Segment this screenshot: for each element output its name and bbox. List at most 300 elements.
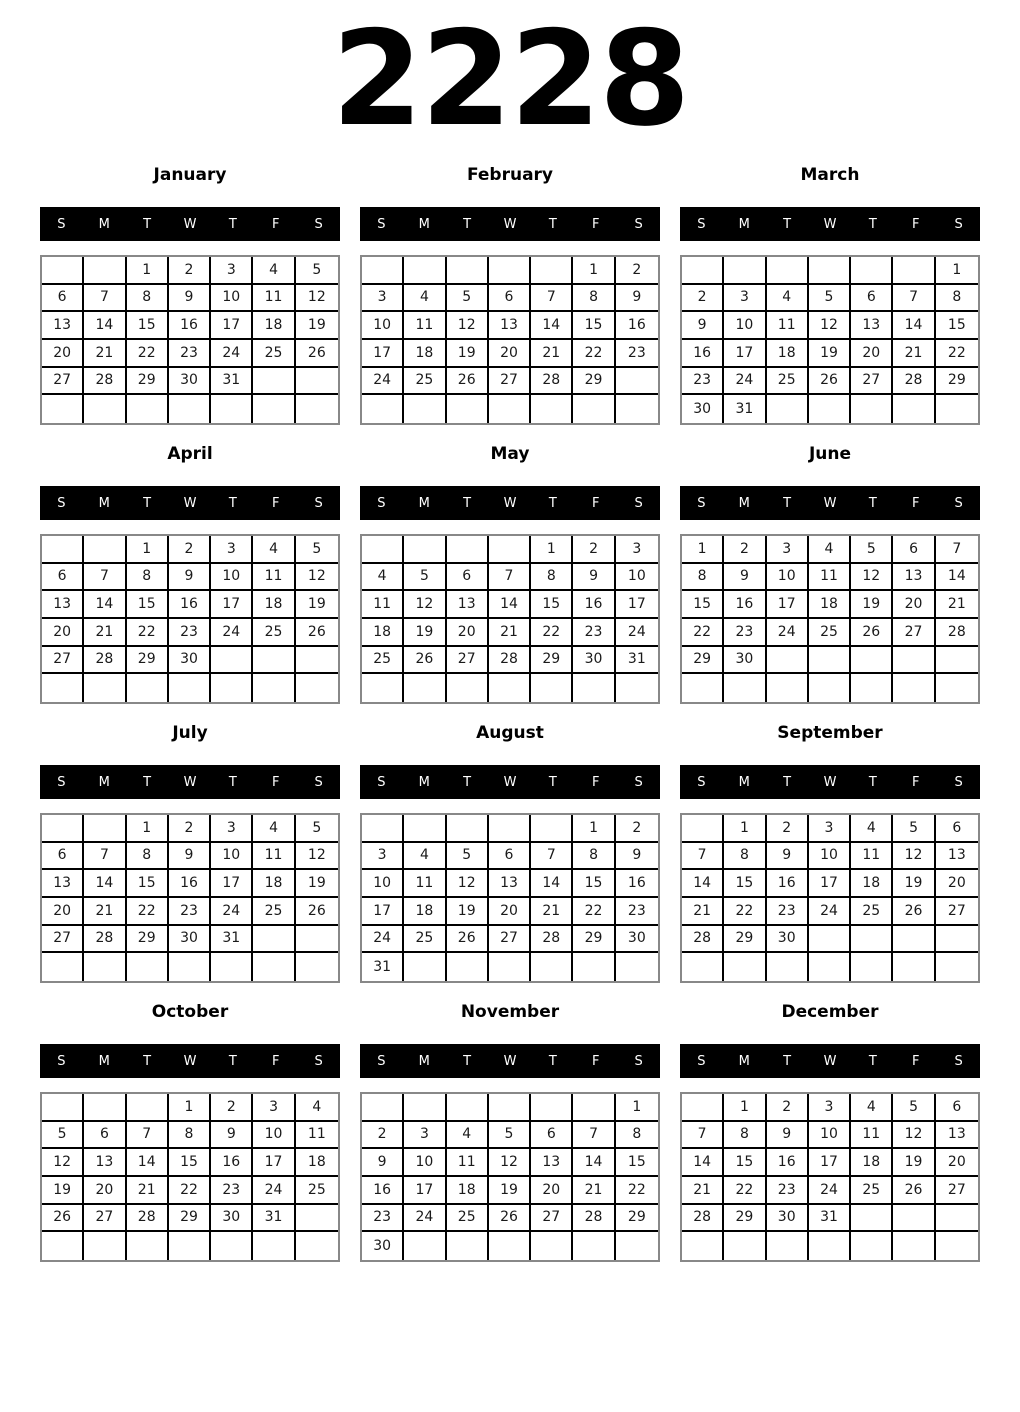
weekday-letter: S [314,774,323,790]
weekday-letter: M [418,774,430,790]
month-day-grid [680,1092,980,1262]
empty-day-cell [616,1232,658,1260]
empty-day-cell [936,674,978,702]
empty-day-cell [809,395,851,423]
month-march [680,150,980,429]
day-cell: 7 [936,536,978,564]
day-cell: 11 [253,285,295,313]
weekday-letter: M [738,1053,750,1069]
weekday-header-row [680,1044,980,1078]
day-cell: 28 [489,647,531,675]
day-cell: 30 [211,1205,253,1233]
weekday-letter: T [143,495,152,511]
day-cell: 24 [362,926,404,954]
day-cell: 23 [767,898,809,926]
empty-day-cell [296,674,338,702]
day-cell: 6 [447,564,489,592]
empty-day-cell [362,815,404,843]
day-cell: 19 [893,1149,935,1177]
empty-day-cell [531,953,573,981]
empty-day-cell [362,674,404,702]
day-cell: 17 [362,898,404,926]
empty-day-cell [211,395,253,423]
day-cell: 17 [404,1177,446,1205]
day-cell: 9 [169,285,211,313]
weekday-letter: F [271,1053,280,1069]
day-cell: 5 [809,285,851,313]
weekday-letter: T [868,216,877,232]
empty-day-cell [573,1094,615,1122]
month-december [680,987,980,1266]
day-cell: 2 [724,536,766,564]
day-cell: 11 [296,1122,338,1150]
empty-day-cell [42,1094,84,1122]
month-august [360,708,660,987]
day-cell: 21 [893,340,935,368]
empty-day-cell [767,395,809,423]
month-june [680,429,980,708]
empty-day-cell [404,395,446,423]
day-cell: 21 [682,898,724,926]
day-cell: 4 [851,815,893,843]
month-october [40,987,340,1266]
day-cell: 20 [489,340,531,368]
empty-day-cell [851,674,893,702]
day-cell: 15 [169,1149,211,1177]
month-title: August [476,722,544,743]
day-cell: 11 [253,564,295,592]
weekday-letter: S [314,495,323,511]
weekday-letter: W [823,495,837,511]
weekday-letter: F [271,216,280,232]
day-cell: 14 [489,591,531,619]
day-cell: 26 [447,926,489,954]
day-cell: 15 [573,312,615,340]
calendar-grid [0,150,1020,1266]
day-cell: 12 [851,564,893,592]
day-cell: 6 [851,285,893,313]
day-cell: 30 [767,926,809,954]
empty-day-cell [42,536,84,564]
day-cell: 12 [893,1122,935,1150]
day-cell: 29 [682,647,724,675]
empty-day-cell [296,1232,338,1260]
day-cell: 21 [531,340,573,368]
day-cell: 2 [682,285,724,313]
day-cell: 5 [489,1122,531,1150]
day-cell: 3 [253,1094,295,1122]
day-cell: 13 [893,564,935,592]
day-cell: 7 [682,843,724,871]
empty-day-cell [682,1232,724,1260]
day-cell: 8 [127,843,169,871]
day-cell: 28 [84,926,126,954]
day-cell: 9 [169,564,211,592]
day-cell: 2 [169,257,211,285]
empty-day-cell [404,815,446,843]
day-cell: 10 [809,1122,851,1150]
weekday-letter: M [738,216,750,232]
empty-day-cell [296,1205,338,1233]
weekday-letter: F [911,1053,920,1069]
day-cell: 24 [253,1177,295,1205]
month-title: April [167,443,213,464]
day-cell: 1 [573,815,615,843]
day-cell: 22 [169,1177,211,1205]
day-cell: 17 [253,1149,295,1177]
day-cell: 16 [169,870,211,898]
day-cell: 18 [404,340,446,368]
day-cell: 9 [573,564,615,592]
weekday-letter: T [228,495,237,511]
day-cell: 6 [936,1094,978,1122]
day-cell: 23 [767,1177,809,1205]
day-cell: 26 [489,1205,531,1233]
day-cell: 22 [936,340,978,368]
month-day-grid [680,255,980,425]
day-cell: 28 [531,926,573,954]
day-cell: 24 [809,1177,851,1205]
day-cell: 22 [531,619,573,647]
day-cell: 26 [851,619,893,647]
weekday-letter: T [868,1053,877,1069]
day-cell: 26 [809,368,851,396]
weekday-letter: F [271,774,280,790]
empty-day-cell [253,368,295,396]
day-cell: 2 [169,815,211,843]
day-cell: 31 [724,395,766,423]
day-cell: 31 [211,368,253,396]
weekday-header-row [40,207,340,241]
day-cell: 11 [253,843,295,871]
day-cell: 5 [296,536,338,564]
day-cell: 31 [362,953,404,981]
weekday-letter: S [57,216,66,232]
empty-day-cell [724,674,766,702]
year-title: 2228 [331,1,689,155]
empty-day-cell [84,257,126,285]
weekday-header-row [680,207,980,241]
day-cell: 16 [362,1177,404,1205]
month-day-grid [360,255,660,425]
empty-day-cell [404,953,446,981]
day-cell: 13 [42,870,84,898]
weekday-letter: W [823,1053,837,1069]
weekday-letter: F [271,495,280,511]
day-cell: 17 [767,591,809,619]
empty-day-cell [84,536,126,564]
day-cell: 4 [404,285,446,313]
day-cell: 9 [616,843,658,871]
day-cell: 7 [84,564,126,592]
day-cell: 1 [169,1094,211,1122]
day-cell: 28 [936,619,978,647]
empty-day-cell [404,257,446,285]
day-cell: 18 [253,312,295,340]
day-cell: 5 [447,285,489,313]
empty-day-cell [682,257,724,285]
day-cell: 24 [404,1205,446,1233]
day-cell: 23 [616,898,658,926]
day-cell: 26 [296,898,338,926]
day-cell: 2 [767,815,809,843]
day-cell: 25 [253,340,295,368]
day-cell: 10 [724,312,766,340]
weekday-letter: T [463,1053,472,1069]
empty-day-cell [936,647,978,675]
day-cell: 4 [447,1122,489,1150]
day-cell: 19 [447,898,489,926]
empty-day-cell [767,647,809,675]
day-cell: 30 [362,1232,404,1260]
day-cell: 20 [893,591,935,619]
month-title: March [800,164,860,185]
day-cell: 16 [211,1149,253,1177]
weekday-letter: T [783,495,792,511]
month-day-grid [40,813,340,983]
empty-day-cell [447,1232,489,1260]
day-cell: 3 [211,257,253,285]
weekday-letter: S [377,495,386,511]
day-cell: 7 [531,843,573,871]
day-cell: 30 [616,926,658,954]
day-cell: 5 [42,1122,84,1150]
weekday-letter: T [228,216,237,232]
day-cell: 14 [573,1149,615,1177]
weekday-letter: S [634,1053,643,1069]
day-cell: 25 [851,898,893,926]
day-cell: 4 [404,843,446,871]
month-day-grid [40,1092,340,1262]
day-cell: 5 [851,536,893,564]
day-cell: 2 [169,536,211,564]
day-cell: 15 [127,591,169,619]
month-july [40,708,340,987]
day-cell: 17 [211,870,253,898]
empty-day-cell [447,953,489,981]
empty-day-cell [682,674,724,702]
month-title: September [777,722,883,743]
empty-day-cell [936,926,978,954]
day-cell: 5 [404,564,446,592]
day-cell: 16 [573,591,615,619]
day-cell: 6 [42,285,84,313]
day-cell: 24 [616,619,658,647]
day-cell: 14 [127,1149,169,1177]
day-cell: 8 [724,1122,766,1150]
day-cell: 21 [531,898,573,926]
empty-day-cell [84,674,126,702]
weekday-letter: T [228,1053,237,1069]
weekday-letter: F [911,216,920,232]
weekday-letter: M [418,1053,430,1069]
day-cell: 14 [893,312,935,340]
day-cell: 15 [724,1149,766,1177]
empty-day-cell [531,257,573,285]
day-cell: 8 [936,285,978,313]
empty-day-cell [169,674,211,702]
day-cell: 6 [531,1122,573,1150]
day-cell: 15 [127,312,169,340]
weekday-letter: W [823,774,837,790]
empty-day-cell [42,953,84,981]
day-cell: 8 [169,1122,211,1150]
empty-day-cell [42,395,84,423]
empty-day-cell [127,953,169,981]
day-cell: 30 [573,647,615,675]
day-cell: 21 [936,591,978,619]
empty-day-cell [767,1232,809,1260]
day-cell: 17 [809,870,851,898]
day-cell: 20 [42,340,84,368]
day-cell: 16 [682,340,724,368]
day-cell: 7 [573,1122,615,1150]
day-cell: 8 [573,843,615,871]
day-cell: 13 [489,870,531,898]
empty-day-cell [296,953,338,981]
weekday-letter: S [377,1053,386,1069]
weekday-letter: T [463,774,472,790]
month-title: November [460,1001,560,1022]
day-cell: 7 [489,564,531,592]
day-cell: 25 [447,1205,489,1233]
day-cell: 14 [682,1149,724,1177]
empty-day-cell [851,1232,893,1260]
empty-day-cell [893,1205,935,1233]
day-cell: 2 [573,536,615,564]
day-cell: 25 [253,619,295,647]
day-cell: 22 [724,1177,766,1205]
day-cell: 2 [616,257,658,285]
month-day-grid [40,534,340,704]
day-cell: 28 [682,1205,724,1233]
weekday-letter: T [868,774,877,790]
day-cell: 16 [724,591,766,619]
month-day-grid [40,255,340,425]
day-cell: 27 [489,926,531,954]
day-cell: 15 [936,312,978,340]
day-cell: 12 [296,564,338,592]
day-cell: 14 [682,870,724,898]
day-cell: 30 [682,395,724,423]
empty-day-cell [404,536,446,564]
day-cell: 27 [851,368,893,396]
day-cell: 1 [616,1094,658,1122]
day-cell: 18 [851,870,893,898]
day-cell: 5 [296,815,338,843]
empty-day-cell [531,815,573,843]
day-cell: 22 [573,340,615,368]
day-cell: 9 [767,843,809,871]
empty-day-cell [616,395,658,423]
empty-day-cell [127,1094,169,1122]
day-cell: 21 [84,340,126,368]
month-day-grid [680,534,980,704]
empty-day-cell [84,953,126,981]
weekday-letter: W [183,216,197,232]
weekday-letter: M [738,495,750,511]
day-cell: 13 [447,591,489,619]
day-cell: 21 [127,1177,169,1205]
day-cell: 13 [489,312,531,340]
day-cell: 17 [616,591,658,619]
day-cell: 8 [724,843,766,871]
weekday-letter: S [634,216,643,232]
empty-day-cell [127,674,169,702]
month-day-grid [360,534,660,704]
weekday-letter: M [738,774,750,790]
day-cell: 31 [253,1205,295,1233]
day-cell: 14 [84,870,126,898]
day-cell: 29 [936,368,978,396]
day-cell: 29 [724,1205,766,1233]
day-cell: 9 [767,1122,809,1150]
empty-day-cell [573,395,615,423]
empty-day-cell [447,815,489,843]
day-cell: 19 [809,340,851,368]
weekday-letter: T [143,774,152,790]
day-cell: 12 [809,312,851,340]
day-cell: 6 [893,536,935,564]
empty-day-cell [362,1094,404,1122]
day-cell: 24 [724,368,766,396]
day-cell: 22 [127,619,169,647]
empty-day-cell [616,674,658,702]
day-cell: 4 [851,1094,893,1122]
weekday-letter: M [98,774,110,790]
day-cell: 8 [616,1122,658,1150]
empty-day-cell [42,815,84,843]
weekday-letter: F [911,495,920,511]
day-cell: 23 [169,898,211,926]
day-cell: 27 [447,647,489,675]
empty-day-cell [893,926,935,954]
weekday-letter: S [697,1053,706,1069]
day-cell: 17 [809,1149,851,1177]
day-cell: 22 [127,340,169,368]
empty-day-cell [851,1205,893,1233]
day-cell: 1 [724,815,766,843]
empty-day-cell [573,674,615,702]
weekday-letter: S [697,774,706,790]
weekday-letter: T [783,1053,792,1069]
month-november [360,987,660,1266]
empty-day-cell [447,395,489,423]
day-cell: 3 [211,536,253,564]
day-cell: 9 [211,1122,253,1150]
weekday-letter: S [57,495,66,511]
empty-day-cell [682,953,724,981]
weekday-letter: T [783,774,792,790]
day-cell: 3 [616,536,658,564]
day-cell: 20 [851,340,893,368]
empty-day-cell [531,395,573,423]
day-cell: 14 [531,870,573,898]
day-cell: 25 [809,619,851,647]
empty-day-cell [893,647,935,675]
empty-day-cell [362,536,404,564]
day-cell: 18 [253,591,295,619]
day-cell: 15 [616,1149,658,1177]
day-cell: 4 [253,815,295,843]
month-title: June [808,443,852,464]
day-cell: 24 [211,619,253,647]
day-cell: 30 [169,926,211,954]
day-cell: 19 [893,870,935,898]
weekday-letter: T [463,495,472,511]
day-cell: 30 [724,647,766,675]
weekday-header-row [40,1044,340,1078]
